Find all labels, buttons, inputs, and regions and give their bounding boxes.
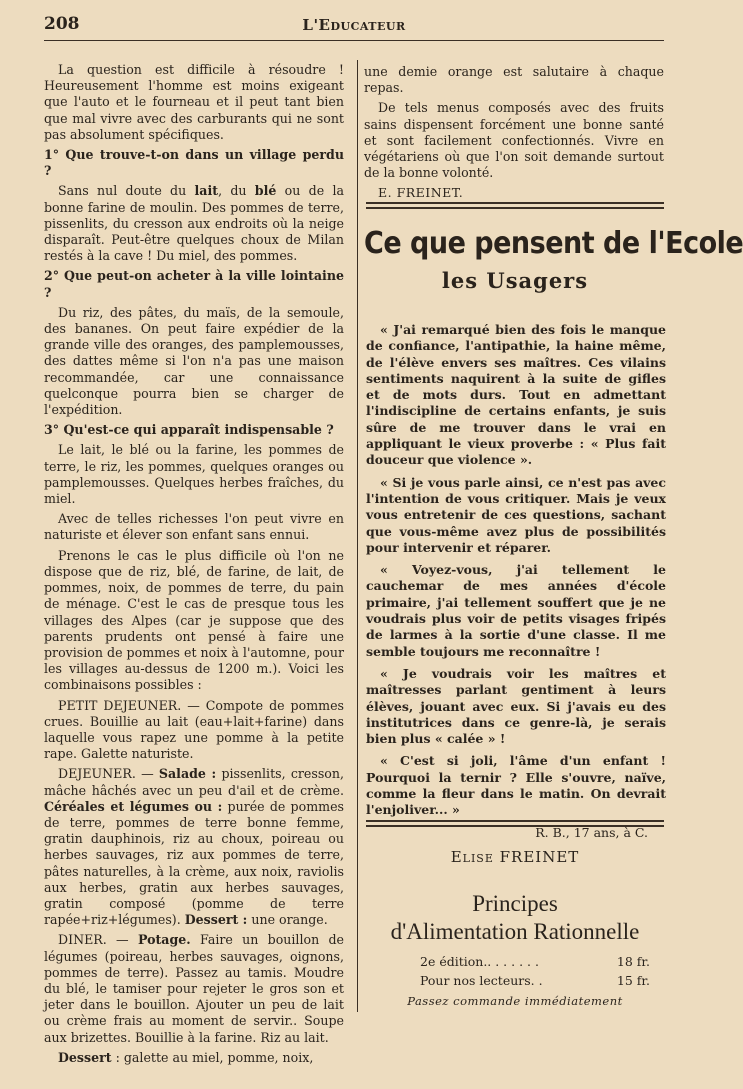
menus-paragraph: De tels menus composés avec des fruits sains dispensent forcément une bonne santé et sont facilement confectionnés. Vivre en végétariens où que l'on soit demande surtout de la bonne volonté. (364, 100, 664, 181)
lunch-paragraph: DEJEUNER. — Salade : pissenlits, cresson, mâche hâchés avec un peu d'ail et de crème. Céréales et légumes ou : purée de pommes de terre, pommes de terre bonne femme, gratin dauphinois, riz au choux, poireau ou herbes sauvages, riz aux pommes de terre, pâtes naturelles, à la crème, aux noix, raviolis aux herbes, gratin aux herbes sauvages, gratin composé (pomme de terre rapée+riz+légumes). Dessert : une orange. (44, 766, 344, 928)
quote-paragraph: « Je voudrais voir les maîtres et maîtresses parlant gentiment à leurs élèves, jouant avec eux. Si j'avais eu des institutrices dans ce genre-là, je serais bien plus « calée » ! (366, 665, 666, 747)
naturist-paragraph: Avec de telles richesses l'on peut vivre en naturiste et élever son enfant sans ennui. (44, 511, 344, 543)
book-title-line-1: Principes (472, 891, 558, 916)
continuation-paragraph: une demie orange est salutaire à chaque repas. (364, 64, 664, 96)
quote-paragraph: « Si je vous parle ainsi, ce n'est pas avec l'intention de vous critiquer. Mais je veux vous entretenir de ces questions, sachant que vous-même avez plus de possibilités pour intervenir et réparer. (366, 474, 666, 555)
column-divider (357, 60, 358, 1012)
question-1: 1° Que trouve-t-on dans un village perdu ? (44, 147, 344, 179)
village-paragraph: Sans nul doute du lait, du blé ou de la bonne farine de moulin. Des pommes de terre, pissenlits, du cresson aux endroits où la neige disparaît. Peut-être quelques choux de Milan restés à la cave ! Du miel, des pommes. (44, 183, 344, 264)
book-title (364, 890, 666, 946)
page-header (44, 14, 664, 40)
section-heading: Ce que pensent de l'Ecole (364, 226, 743, 261)
journal-title: L'Educateur (302, 16, 406, 34)
dessert-paragraph: Dessert : galette au miel, pomme, noix, (58, 1049, 314, 1065)
quote-paragraph: « J'ai remarqué bien des fois le manque de confiance, l'antipathie, la haine même, de l'élève envers ses maîtres. Ces vilains sentiments naquirent à la suite de gifles et de mots durs. Tout en admettant l'indiscipline de certains enfants, je suis sûre de me trouver dans le vrai en appliquant le vieux proverbe : « Plus fait douceur que violence ». (366, 322, 666, 468)
difficult-case-paragraph: Prenons le cas le plus difficile où l'on ne dispose que de riz, blé, de farine, de lait, de pommes, noix, de pommes de terre, du pain de ménage. C'est le cas de presque tous les villages des Alpes (car je suppose que des parents prudents ont pensé à faire une provision de pommes et noix à l'automne, pour les villages au-dessus de 1200 m.). Voici les combinaisons possibles : (44, 547, 344, 693)
book-title-line-2: d'Alimentation Rationnelle (390, 919, 640, 944)
question-2: 2° Que peut-on acheter à la ville lointaine ? (44, 268, 344, 300)
testimony (366, 322, 666, 847)
price-row (420, 952, 650, 971)
dinner-paragraph: DINER. — Potage. Faire un bouillon de légumes (poireau, herbes sauvages, oignons, pommes de terre). Passez au tamis. Moudre du blé, le tamiser pour rejeter le gros son et jeter dans le bouillon. Ajouter un peu de lait ou crème frais au moment de servir.. Soupe aux brizettes. Bouillie à la farine. Riz au lait. (44, 932, 344, 1045)
section-rule-bottom (366, 820, 664, 830)
section-subheading: les Usagers (441, 268, 589, 293)
right-column-top (364, 64, 664, 206)
price-list (420, 952, 650, 990)
price-label: 2e édition.. . . . . . . (420, 954, 539, 969)
intro-paragraph: La question est difficile à résoudre ! Heureusement l'homme est moins exigeant que l'auto et le fourneau et il peut tant bien que mal vivre avec des carburants qui ne sont pas absolument spécifiques. (44, 62, 344, 142)
price-label: Pour nos lecteurs. . (420, 973, 543, 988)
section-rule-top (366, 202, 664, 212)
essentials-paragraph: Le lait, le blé ou la farine, les pommes de terre, le riz, les pommes, quelques oranges ou pamplemousses. Quelques herbes fraîches, du miel. (44, 442, 344, 507)
author-signature: E. FREINET. (378, 185, 464, 201)
price-value: 18 fr. (616, 954, 650, 969)
left-column (44, 62, 344, 1070)
header-rule (44, 40, 664, 41)
quote-paragraph: « Voyez-vous, j'ai tellement le cauchemar de mes années d'école primaire, j'ai tellement souffert que je ne voudrais plus voir de petits visages fripés de larmes à la sortie d'une classe. Il me semble toujours me reconnaître ! (366, 562, 666, 659)
order-note: Passez commande immédiatement (407, 994, 623, 1008)
page-number: 208 (44, 14, 80, 34)
breakfast-paragraph: PETIT DEJEUNER. — Compote de pommes crues. Bouillie au lait (eau+lait+farine) dans laquelle vous rapez une pomme à la petite rape. Galette naturiste. (44, 697, 344, 762)
book-author: Elise FREINET (450, 848, 580, 866)
price-value: 15 fr. (616, 973, 650, 988)
quote-signature: R. B., 17 ans, à C. (535, 824, 648, 840)
city-paragraph: Du riz, des pâtes, du maïs, de la semoule, des bananes. On peut faire expédier de la grande ville des oranges, des pamplemousses, des dattes même si l'on n'a pas une maison recommandée, car une connaissance quelconque pourra bien se charger de l'expédition. (44, 304, 344, 418)
price-row (420, 971, 650, 990)
quote-paragraph: « C'est si joli, l'âme d'un enfant ! Pourquoi la ternir ? Elle s'ouvre, naïve, comme la fleur dans le matin. On devrait l'enjoliver... » (366, 753, 666, 818)
question-3: 3° Qu'est-ce qui apparaît indispensable ? (44, 422, 334, 438)
